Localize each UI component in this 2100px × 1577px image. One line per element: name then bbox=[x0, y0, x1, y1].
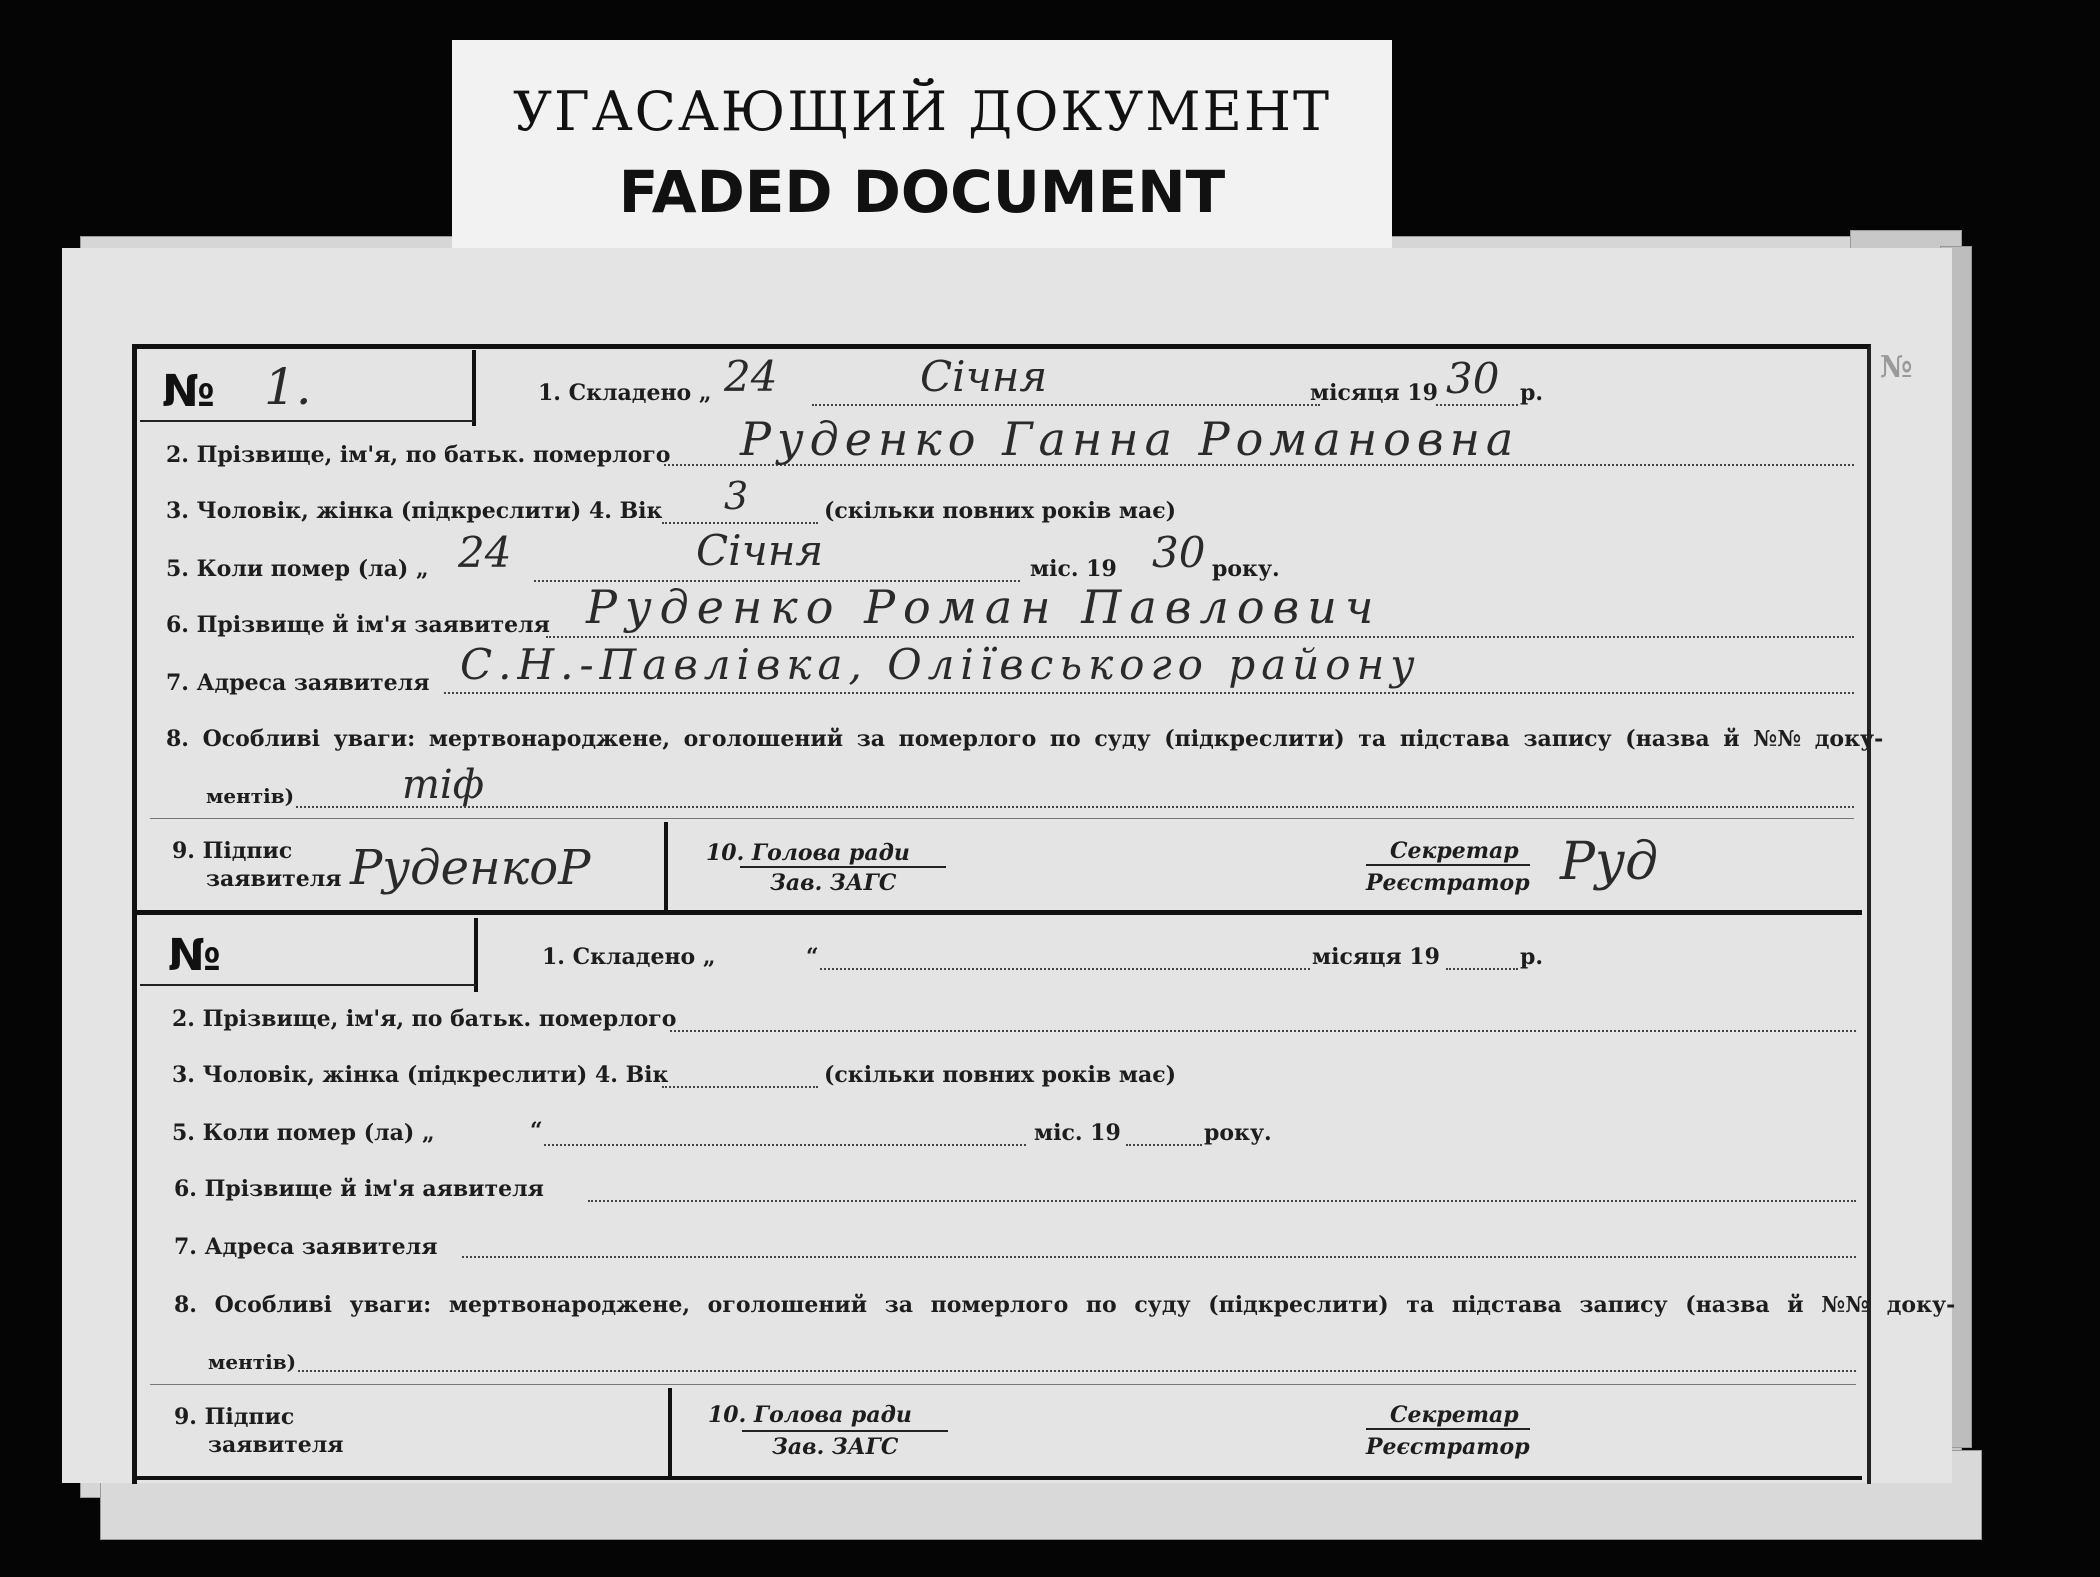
record1-month: Січня bbox=[920, 352, 1048, 401]
label-russian: УГАСАЮЩИЙ ДОКУМЕНТ bbox=[512, 80, 1332, 143]
record1-deceased-name: Руденко Ганна Романовна bbox=[740, 412, 1520, 466]
record1-no-sign: № bbox=[162, 366, 215, 417]
field7-label: 7. Адреса заявителя bbox=[166, 670, 430, 696]
dots bbox=[546, 636, 1854, 638]
quote-mark: “ bbox=[530, 1118, 543, 1144]
label-english: FADED DOCUMENT bbox=[618, 158, 1226, 226]
dots bbox=[462, 1256, 1856, 1258]
dots bbox=[670, 1030, 1856, 1032]
field2-label: 2. Прізвище, ім'я, по батьк. померлого bbox=[172, 1006, 677, 1032]
secretary-rule bbox=[1366, 1428, 1530, 1430]
field5-label: 5. Коли помер (ла) „ bbox=[166, 556, 429, 582]
dots bbox=[1126, 1144, 1202, 1146]
record2-sign-rule bbox=[150, 1384, 1856, 1385]
dots bbox=[1436, 404, 1518, 406]
secretary-rule bbox=[1366, 864, 1530, 866]
record1-year: 30 bbox=[1446, 354, 1500, 403]
field3-label: 3. Чоловік, жінка (підкреслити) 4. Вік bbox=[166, 498, 663, 524]
field10-label: 10. Голова ради bbox=[708, 1402, 912, 1428]
dots bbox=[544, 1144, 1026, 1146]
field2-label: 2. Прізвище, ім'я, по батьк. померлого bbox=[166, 442, 671, 468]
record1-death-month: Січня bbox=[696, 526, 824, 575]
sign-divider bbox=[664, 822, 668, 910]
dots bbox=[820, 968, 1310, 970]
dots bbox=[812, 404, 1320, 406]
record1-age: 3 bbox=[724, 474, 749, 518]
field3-label: 3. Чоловік, жінка (підкреслити) 4. Вік bbox=[172, 1062, 669, 1088]
record1-number-underline bbox=[140, 420, 474, 422]
record-divider bbox=[132, 910, 1862, 915]
record1-number-divider bbox=[472, 350, 476, 426]
frame-bottom bbox=[136, 1476, 1862, 1480]
mis-label: міс. 19 bbox=[1034, 1120, 1121, 1146]
year-suffix: р. bbox=[1520, 380, 1544, 406]
field9-label: 9. Підпис bbox=[174, 1404, 295, 1430]
field9-label-b: заявителя bbox=[206, 866, 342, 892]
record1-death-year: 30 bbox=[1152, 528, 1206, 577]
registrar-label: Реєстратор bbox=[1366, 1434, 1530, 1460]
registrar-label: Реєстратор bbox=[1366, 870, 1530, 896]
dots bbox=[1446, 968, 1518, 970]
record1-death-day: 24 bbox=[458, 528, 512, 577]
field10-label: 10. Голова ради bbox=[706, 840, 910, 866]
month-label: місяця 19 bbox=[1312, 944, 1440, 970]
secretary-label: Секретар bbox=[1390, 1402, 1519, 1428]
field1-label: 1. Складено „ bbox=[542, 944, 716, 970]
record2-number-divider bbox=[474, 918, 478, 992]
roku-label: року. bbox=[1204, 1120, 1272, 1146]
dots bbox=[296, 806, 1854, 808]
mis-label: міс. 19 bbox=[1030, 556, 1117, 582]
dots bbox=[298, 1370, 1856, 1372]
field10-rule bbox=[740, 866, 946, 868]
record1-address: С.Н.-Павлівка, Оліївського району bbox=[460, 640, 1421, 689]
dots bbox=[662, 1086, 818, 1088]
record2-number-underline bbox=[140, 984, 476, 986]
record1-sign-rule bbox=[150, 818, 1854, 819]
record1-day: 24 bbox=[724, 352, 778, 401]
faded-document-label bbox=[452, 40, 1392, 255]
field6-label: 6. Прізвище й ім'я заявителя bbox=[166, 612, 550, 638]
field5-label: 5. Коли помер (ла) „ bbox=[172, 1120, 435, 1146]
field8-tail: ментів) bbox=[208, 1350, 297, 1374]
field10-label-b: Зав. ЗАГС bbox=[770, 870, 897, 896]
field3-hint: (скільки повних років має) bbox=[824, 498, 1177, 524]
record1-declarant: Руденко Роман Павлович bbox=[586, 580, 1382, 634]
roku-label: року. bbox=[1212, 556, 1280, 582]
dots bbox=[662, 522, 818, 524]
field10-rule bbox=[742, 1430, 948, 1432]
field8-label: 8. Особливі уваги: мертвонароджене, оголошений за померлого по суду (підкреслити) та підстава запису (назва й №№ доку- bbox=[174, 1292, 1956, 1318]
field8-label: 8. Особливі уваги: мертвонароджене, оголошений за померлого по суду (підкреслити) та підстава запису (назва й №№ доку- bbox=[166, 726, 1884, 752]
field9-label-b: заявителя bbox=[208, 1432, 344, 1458]
field8-tail: ментів) bbox=[206, 784, 295, 808]
field7-label: 7. Адреса заявителя bbox=[174, 1234, 438, 1260]
record1-registrar-signature: Руд bbox=[1560, 832, 1659, 892]
record1-number: 1. bbox=[264, 358, 312, 416]
sign-divider bbox=[668, 1388, 672, 1476]
back-sheet-mark: № bbox=[1880, 350, 1913, 385]
record1-notes: тіф bbox=[402, 762, 485, 808]
dots bbox=[588, 1200, 1856, 1202]
field1-label: 1. Складено „ bbox=[538, 380, 712, 406]
year-suffix: р. bbox=[1520, 944, 1544, 970]
field6-label: 6. Прізвище й ім'я аявителя bbox=[174, 1176, 544, 1202]
secretary-label: Секретар bbox=[1390, 838, 1519, 864]
record2-no-sign: № bbox=[168, 930, 221, 981]
month-label: місяця 19 bbox=[1310, 380, 1438, 406]
record1-signature: РуденкоР bbox=[350, 840, 591, 896]
quote-mark: “ bbox=[806, 944, 819, 970]
field9-label: 9. Підпис bbox=[172, 838, 293, 864]
field3-hint: (скільки повних років має) bbox=[824, 1062, 1177, 1088]
dots bbox=[444, 692, 1854, 694]
field10-label-b: Зав. ЗАГС bbox=[772, 1434, 899, 1460]
